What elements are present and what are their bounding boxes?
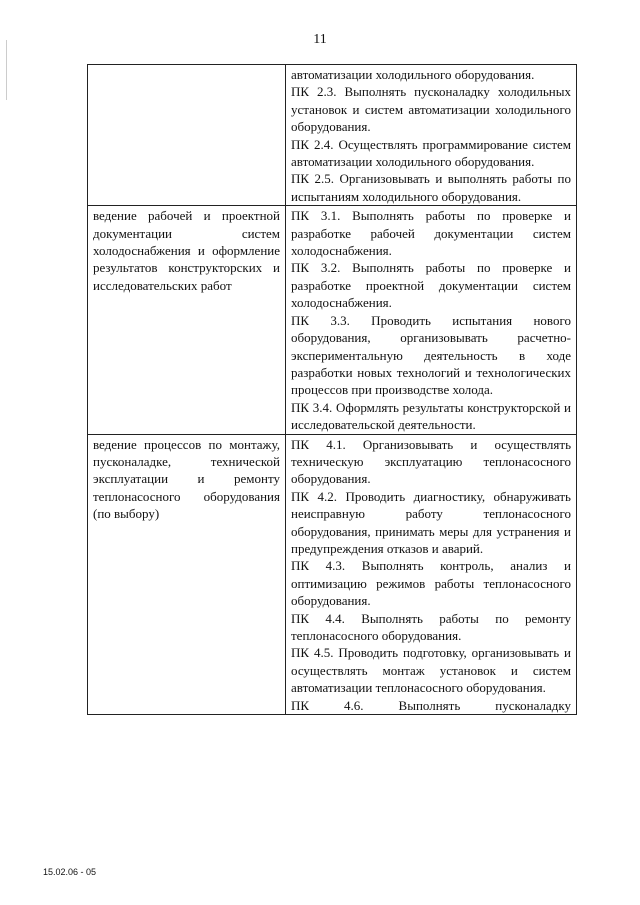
activity-cell	[88, 65, 286, 206]
competency-cell	[286, 206, 577, 434]
competency-item: ПК 3.3. Проводить испытания нового оборудования, организовывать расчетно-экспериментальную деятельность в ходе разработки новых технологий и технологических процессов при производстве холода.	[291, 312, 571, 398]
competency-cell	[286, 434, 577, 715]
table-row	[88, 206, 577, 434]
table-row	[88, 434, 577, 715]
page-number: 11	[313, 32, 327, 47]
document-code: 15.02.06 - 05	[43, 867, 97, 877]
competency-item: ПК 4.3. Выполнять контроль, анализ и оптимизацию режимов работы теплонасосного оборудования.	[291, 558, 571, 609]
competency-item: ПК 3.4. Оформлять результаты конструкторской и исследовательской деятельности.	[291, 399, 571, 433]
competency-item: ПК 4.4. Выполнять работы по ремонту теплонасосного оборудования.	[291, 610, 571, 643]
competency-item: автоматизации холодильного оборудования.	[291, 67, 535, 82]
competency-item: ПК 4.2. Проводить диагностику, обнаруживать неисправную работу теплонасосного оборудования, принимать меры для устранения и предупреждения отказов и аварий.	[291, 488, 571, 556]
competency-item: ПК 4.6. Выполнять пусконаладку	[291, 697, 571, 713]
activity-text: ведение рабочей и проектной документации систем холодоснабжения и оформление результатов конструкторских и исследовательских работ	[93, 208, 280, 293]
competency-cell	[286, 65, 577, 206]
activity-text: ведение процессов по монтажу, пусконаладке, технической эксплуатации и ремонту теплонасосного оборудования (по выбору)	[93, 436, 280, 522]
competency-item: ПК 4.5. Проводить подготовку, организовывать и осуществлять монтаж установок и систем автоматизации теплонасосного оборудования.	[291, 645, 571, 696]
activity-cell	[88, 434, 286, 715]
competency-item: ПК 2.3. Выполнять пусконаладку холодильных установок и систем автоматизации холодильного оборудования.	[291, 84, 571, 135]
activity-cell	[88, 206, 286, 434]
competency-item: ПК 4.1. Организовывать и осуществлять техническую эксплуатацию теплонасосного оборудования.	[291, 436, 571, 487]
competency-item: ПК 3.2. Выполнять работы по проверке и разработке проектной документации систем холодоснабжения.	[291, 260, 571, 311]
competency-item: ПК 2.4. Осуществлять программирование систем автоматизации холодильного оборудования.	[291, 136, 571, 170]
competency-table	[87, 64, 577, 715]
competency-item: ПК 3.1. Выполнять работы по проверке и разработке рабочей документации систем холодоснабжения.	[291, 208, 571, 259]
scan-edge-mark	[6, 40, 7, 100]
table-row	[88, 65, 577, 206]
competency-item: ПК 2.5. Организовывать и выполнять работы по испытаниям холодильного оборудования.	[291, 171, 571, 204]
